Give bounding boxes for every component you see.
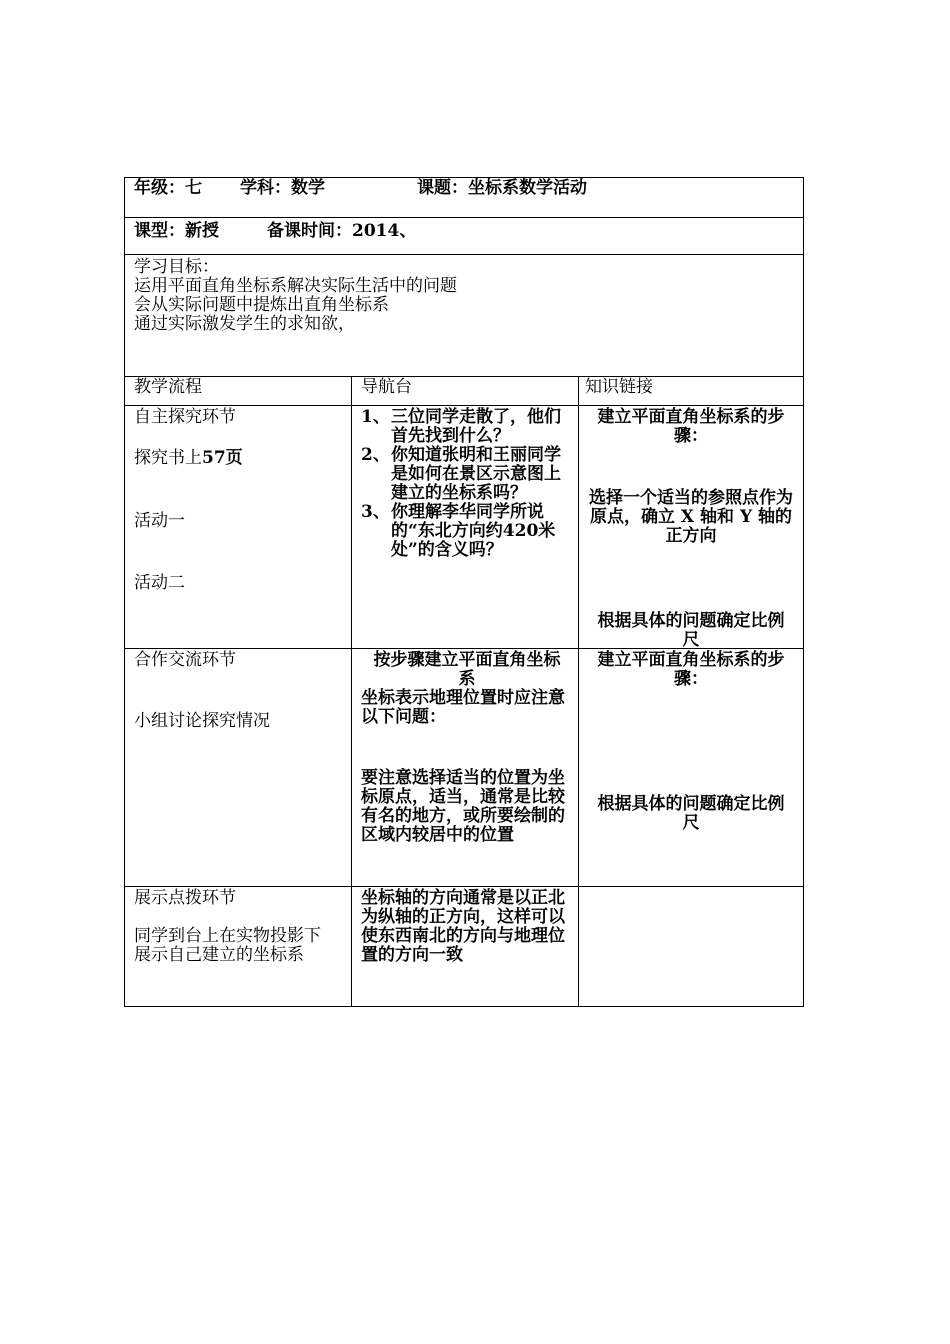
prep-time-label: 备课时间： bbox=[267, 221, 352, 241]
knowledge-cell-empty bbox=[579, 887, 803, 1006]
flow-subtitle: 小组讨论探究情况 bbox=[134, 711, 270, 731]
goal-item: 运用平面直角坐标系解决实际生活中的问题 bbox=[134, 276, 457, 296]
lesson-type-row bbox=[125, 218, 803, 255]
topic-label: 课题：坐标系数学活动 bbox=[417, 178, 587, 198]
goals-title: 学习目标： bbox=[134, 257, 219, 277]
flow-title: 自主探究环节 bbox=[134, 407, 236, 427]
prep-time-value: 2014、 bbox=[352, 221, 417, 241]
nav-question-2: 2、 你知道张明和王丽同学是如何在景区示意图上建立的坐标系吗？ bbox=[361, 445, 561, 503]
column-header-nav: 导航台 bbox=[352, 377, 579, 405]
activity-one: 活动一 bbox=[134, 511, 185, 531]
nav-line-steps: 按步骤建立平面直角坐标系 bbox=[373, 650, 561, 689]
column-header-row bbox=[125, 377, 803, 406]
step-scale: 根据具体的问题确定比例尺 bbox=[597, 611, 785, 650]
column-header-knowledge: 知识链接 bbox=[585, 377, 653, 397]
step-scale: 根据具体的问题确定比例尺 bbox=[597, 794, 785, 833]
column-header-flow: 教学流程 bbox=[125, 377, 352, 405]
lesson-plan-table bbox=[124, 177, 804, 1007]
goal-item: 通过实际激发学生的求知欲， bbox=[134, 314, 355, 334]
subject-label: 学科：数学 bbox=[240, 178, 325, 198]
lesson-type: 课型：新授 bbox=[134, 221, 219, 241]
section-self-exploration bbox=[125, 406, 803, 649]
section-presentation bbox=[125, 887, 803, 1006]
grade-label: 年级：七 bbox=[134, 178, 202, 198]
step-origin: 选择一个适当的参照点作为原点，确立 X 轴和 Y 轴的正方向 bbox=[589, 488, 793, 546]
goal-item: 会从实际问题中提炼出直角坐标系 bbox=[134, 295, 389, 315]
flow-title: 合作交流环节 bbox=[134, 650, 236, 670]
knowledge-cell bbox=[579, 406, 803, 648]
nav-cell bbox=[352, 887, 579, 1006]
flow-cell bbox=[125, 649, 352, 886]
nav-axis-note: 坐标轴的方向通常是以正北为纵轴的正方向，这样可以使东西南北的方向与地理位置的方向一致 bbox=[361, 888, 565, 965]
nav-question-3: 3、 你理解李华同学所说的“东北方向约420米处”的含义吗？ bbox=[361, 502, 556, 560]
nav-cell bbox=[352, 649, 579, 886]
steps-title: 建立平面直角坐标系的步骤： bbox=[597, 407, 785, 446]
nav-cell bbox=[352, 406, 579, 648]
activity-two: 活动二 bbox=[134, 573, 185, 593]
flow-cell bbox=[125, 406, 352, 648]
header-row bbox=[125, 178, 803, 218]
flow-cell bbox=[125, 887, 352, 1006]
book-reference: 探究书上57页 bbox=[134, 448, 243, 468]
steps-title: 建立平面直角坐标系的步骤： bbox=[597, 650, 785, 689]
section-cooperative-exchange bbox=[125, 649, 803, 887]
nav-line-origin: 要注意选择适当的位置为坐标原点，适当，通常是比较有名的地方，或所要绘制的区域内较居中的位置 bbox=[361, 768, 565, 845]
nav-line-notes: 坐标表示地理位置时应注意以下问题： bbox=[361, 688, 565, 727]
nav-question-1: 1、 三位同学走散了，他们首先找到什么？ bbox=[361, 407, 561, 446]
flow-title: 展示点拨环节 bbox=[134, 888, 236, 908]
knowledge-cell bbox=[579, 649, 803, 886]
flow-subtitle: 同学到台上在实物投影下展示自己建立的坐标系 bbox=[134, 926, 321, 965]
learning-goals-row bbox=[125, 255, 803, 377]
